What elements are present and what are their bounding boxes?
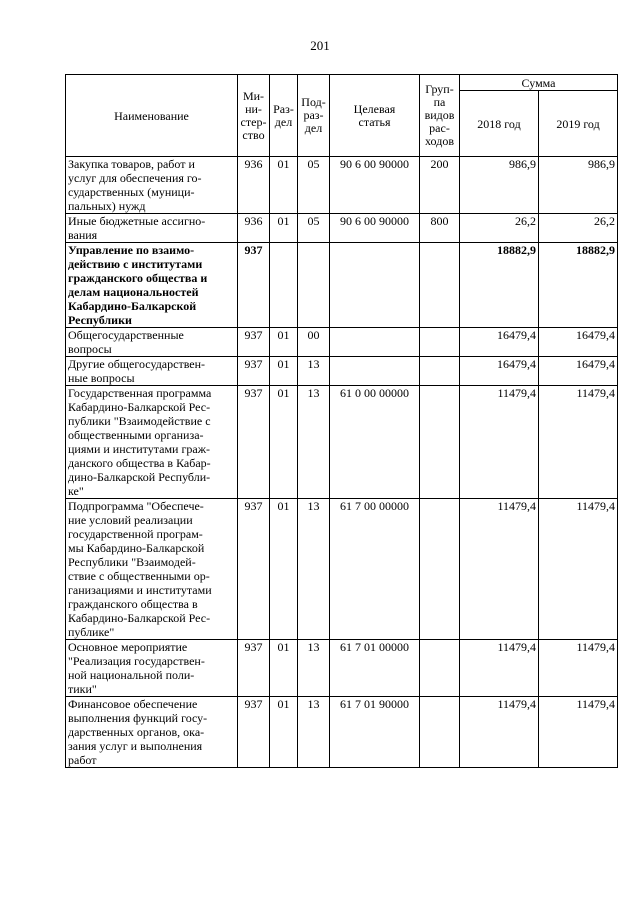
row-target: 61 0 00 00000 [330, 386, 420, 499]
table-row [66, 157, 618, 214]
row-section: 01 [270, 386, 298, 499]
row-name: Подпрограмма "Обеспече- ние условий реализации государственной програм- мы Кабардино-Балкарской Республики "Взаимодей- ствие с общественными ор- ганизациями и институтами гражданского общества в Кабардино-Балкарской Рес- публике" [66, 499, 238, 640]
row-target: 61 7 00 00000 [330, 499, 420, 640]
header-expense-group: Груп- па видов рас- ходов [420, 75, 460, 157]
row-sum-2019: 11479,4 [539, 697, 618, 768]
header-ministry: Ми- ни- стер- ство [238, 75, 270, 157]
row-sum-2018: 11479,4 [460, 640, 539, 697]
row-ministry: 936 [238, 157, 270, 214]
row-sum-2018: 26,2 [460, 214, 539, 243]
row-target: 61 7 01 00000 [330, 640, 420, 697]
row-section: 01 [270, 640, 298, 697]
row-section: 01 [270, 697, 298, 768]
row-sum-2018: 16479,4 [460, 328, 539, 357]
row-subsection: 05 [298, 157, 330, 214]
row-sum-2018: 11479,4 [460, 499, 539, 640]
header-year-2018: 2018 год [460, 91, 539, 157]
row-ministry: 937 [238, 640, 270, 697]
row-ministry: 937 [238, 499, 270, 640]
row-subsection: 13 [298, 640, 330, 697]
row-sum-2019: 11479,4 [539, 386, 618, 499]
row-target: 61 7 01 90000 [330, 697, 420, 768]
row-name: Закупка товаров, работ и услуг для обеспечения го- сударственных (муници- пальных) нужд [66, 157, 238, 214]
row-sum-2019: 16479,4 [539, 357, 618, 386]
row-ministry: 936 [238, 214, 270, 243]
header-sum: Сумма [460, 75, 618, 91]
row-subsection: 00 [298, 328, 330, 357]
row-subsection: 13 [298, 697, 330, 768]
row-expense-group [420, 328, 460, 357]
header-subsection: Под- раз- дел [298, 75, 330, 157]
row-sum-2018: 16479,4 [460, 357, 539, 386]
row-sum-2019: 11479,4 [539, 640, 618, 697]
row-sum-2018: 11479,4 [460, 697, 539, 768]
page-number: 201 [310, 38, 330, 53]
row-expense-group [420, 357, 460, 386]
header-section: Раз- дел [270, 75, 298, 157]
row-section: 01 [270, 499, 298, 640]
row-sum-2018: 11479,4 [460, 386, 539, 499]
table-row [66, 640, 618, 697]
row-section: 01 [270, 157, 298, 214]
row-section: 01 [270, 214, 298, 243]
row-section: 01 [270, 357, 298, 386]
row-ministry: 937 [238, 697, 270, 768]
row-section: 01 [270, 328, 298, 357]
row-subsection: 13 [298, 357, 330, 386]
row-sum-2018: 18882,9 [460, 243, 539, 328]
row-target: 90 6 00 90000 [330, 157, 420, 214]
row-subsection [298, 243, 330, 328]
row-name: Общегосударственные вопросы [66, 328, 238, 357]
table-row [66, 697, 618, 768]
row-name: Основное мероприятие "Реализация государствен- ной национальной поли- тики" [66, 640, 238, 697]
header-target: Целевая статья [330, 75, 420, 157]
row-name: Управление по взаимо- действию с институтами гражданского общества и делам национальностей Кабардино-Балкарской Республики [66, 243, 238, 328]
row-ministry: 937 [238, 243, 270, 328]
row-expense-group [420, 499, 460, 640]
row-expense-group [420, 697, 460, 768]
row-target: 90 6 00 90000 [330, 214, 420, 243]
row-target [330, 243, 420, 328]
row-sum-2019: 11479,4 [539, 499, 618, 640]
table-row [66, 328, 618, 357]
row-sum-2018: 986,9 [460, 157, 539, 214]
table-row [66, 214, 618, 243]
row-expense-group: 800 [420, 214, 460, 243]
row-ministry: 937 [238, 386, 270, 499]
budget-table [65, 74, 618, 768]
table-row [66, 499, 618, 640]
header-year-2019: 2019 год [539, 91, 618, 157]
row-ministry: 937 [238, 357, 270, 386]
row-target [330, 328, 420, 357]
row-sum-2019: 16479,4 [539, 328, 618, 357]
row-expense-group [420, 243, 460, 328]
table-row [66, 243, 618, 328]
row-ministry: 937 [238, 328, 270, 357]
row-subsection: 05 [298, 214, 330, 243]
row-subsection: 13 [298, 499, 330, 640]
row-name: Другие общегосударствен- ные вопросы [66, 357, 238, 386]
row-expense-group [420, 640, 460, 697]
row-subsection: 13 [298, 386, 330, 499]
row-sum-2019: 26,2 [539, 214, 618, 243]
row-expense-group: 200 [420, 157, 460, 214]
row-section [270, 243, 298, 328]
table-row [66, 386, 618, 499]
row-sum-2019: 986,9 [539, 157, 618, 214]
row-target [330, 357, 420, 386]
header-name: Наименование [66, 75, 238, 157]
row-sum-2019: 18882,9 [539, 243, 618, 328]
row-expense-group [420, 386, 460, 499]
table-body [66, 157, 618, 768]
row-name: Иные бюджетные ассигно- вания [66, 214, 238, 243]
row-name: Финансовое обеспечение выполнения функций госу- дарственных органов, ока- зания услуг и выполнения работ [66, 697, 238, 768]
table-row [66, 357, 618, 386]
row-name: Государственная программа Кабардино-Балкарской Рес- публики "Взаимодействие с общественными организа- циями и институтами граж- данского общества в Кабар- дино-Балкарской Республи- ке" [66, 386, 238, 499]
